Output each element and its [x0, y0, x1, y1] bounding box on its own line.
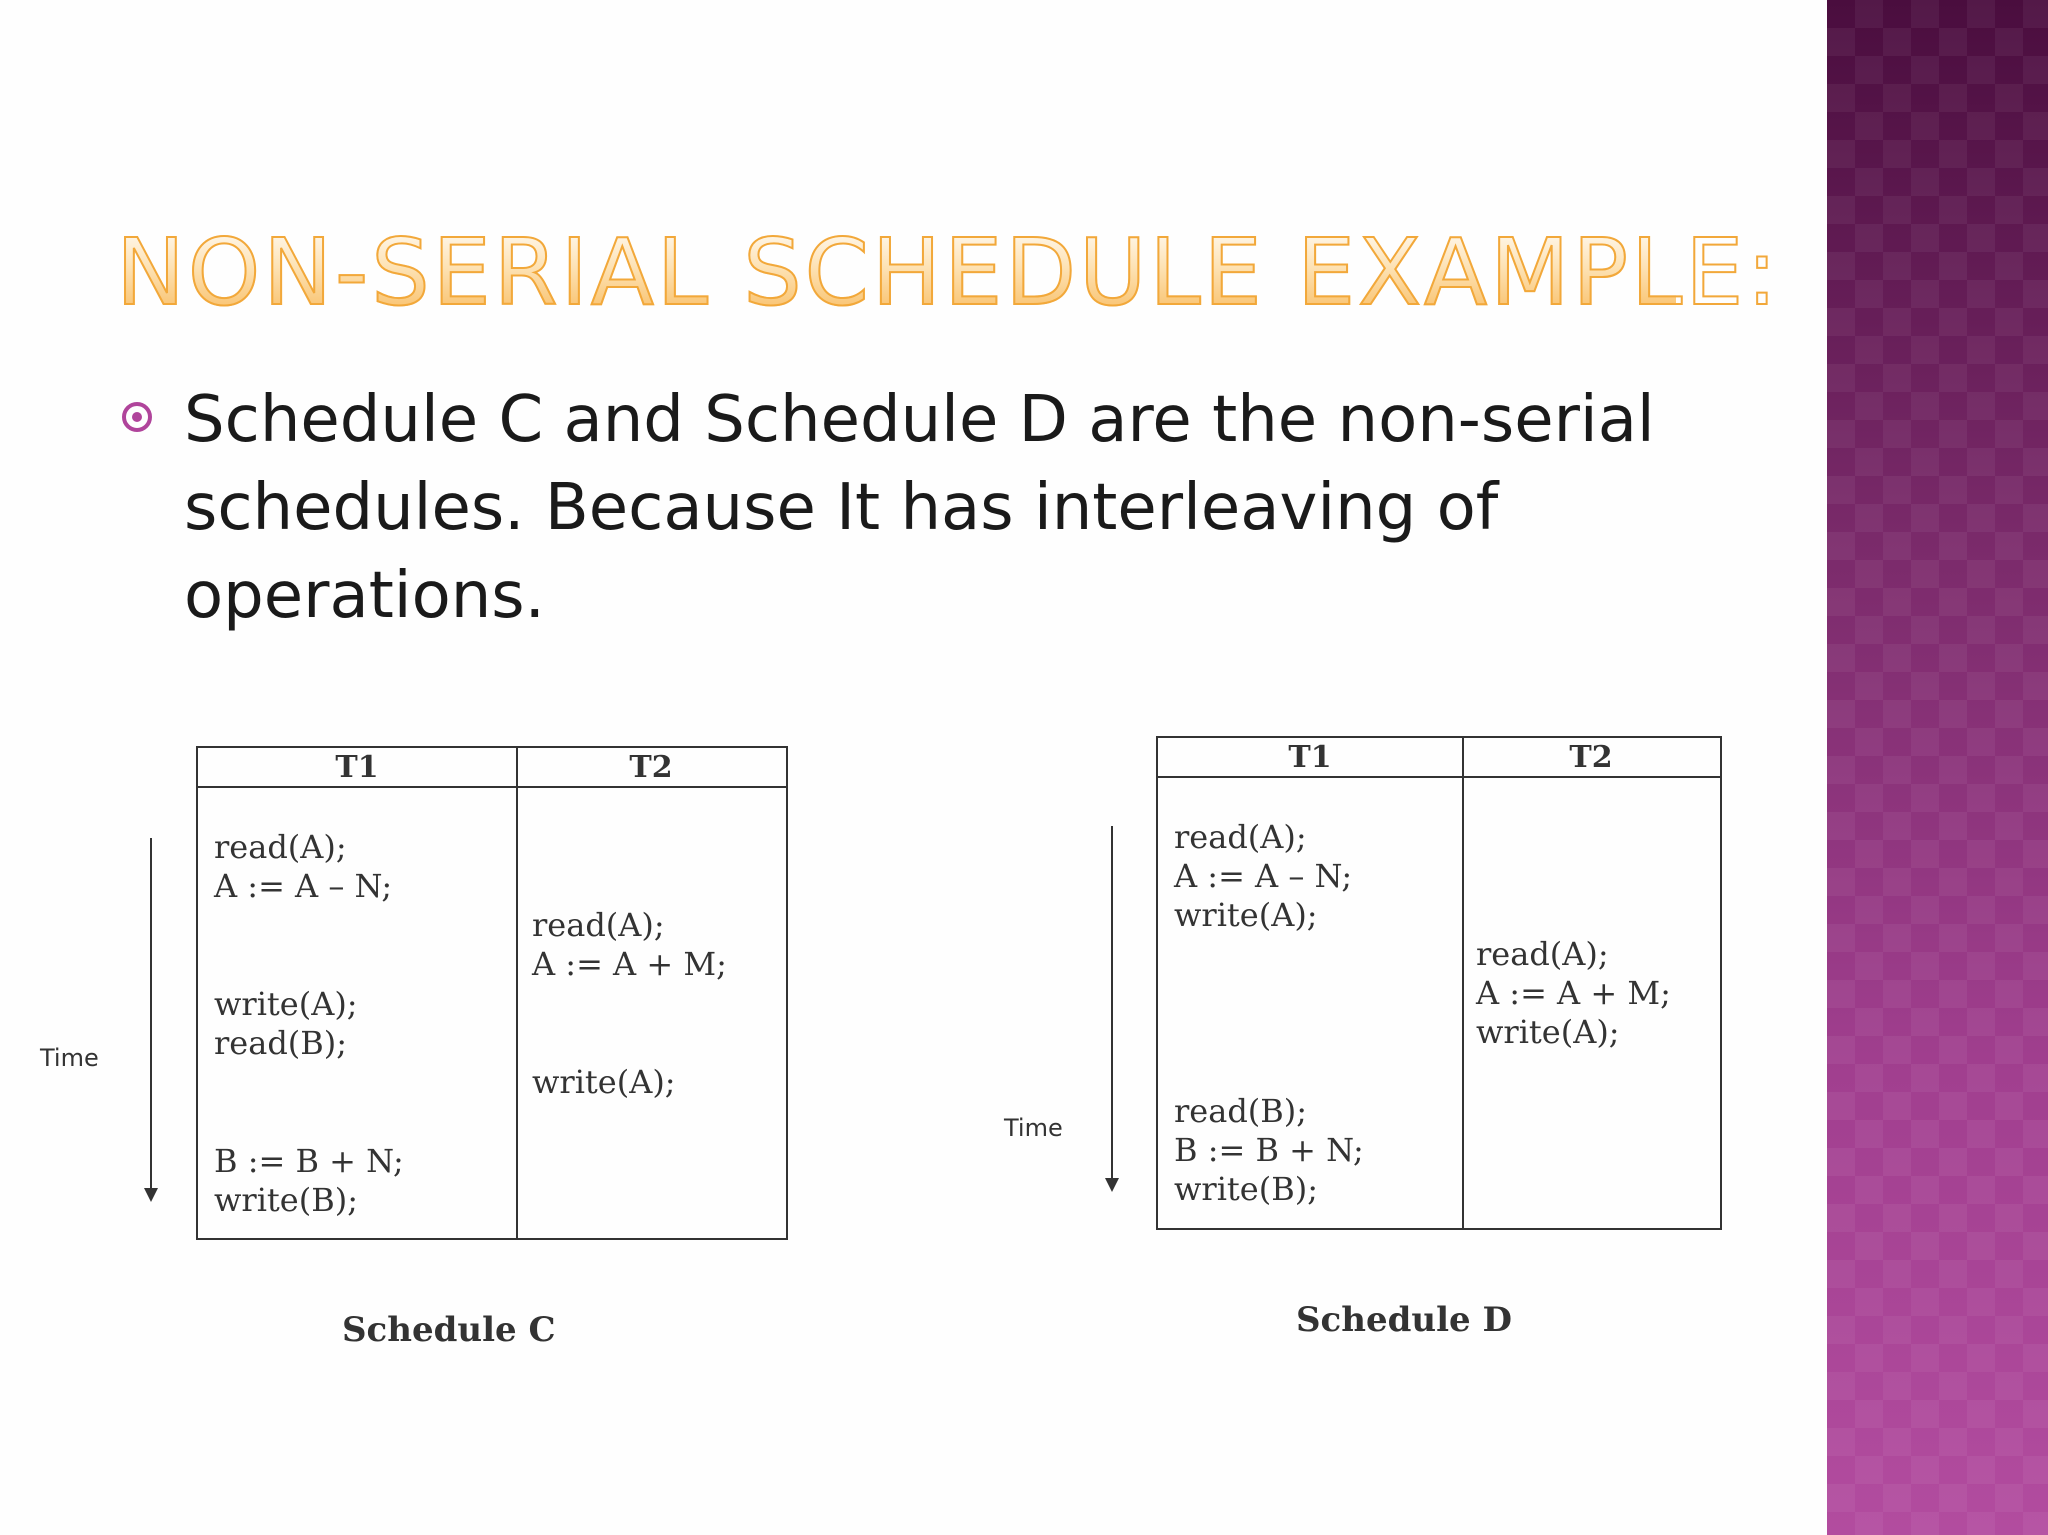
- decorative-side-band: [1827, 0, 2048, 1535]
- down-arrow-icon: [144, 1188, 158, 1202]
- diamond-pattern: [1827, 0, 2048, 1535]
- time-axis-line: [1111, 826, 1113, 1180]
- t1-operation: read(B);: [214, 1024, 348, 1062]
- t2-operation: read(A);: [1476, 935, 1609, 973]
- time-axis-label: Time: [1004, 1114, 1063, 1142]
- t1-operation: A := A – N;: [1174, 857, 1353, 895]
- bullet-text: Schedule C and Schedule D are the non-serial schedules. Because It has interleaving of operations.: [184, 383, 1655, 633]
- t1-operation: B := B + N;: [1174, 1131, 1364, 1169]
- down-arrow-icon: [1105, 1178, 1119, 1192]
- t1-operation: write(A);: [214, 985, 358, 1023]
- t1-operation: read(B);: [1174, 1092, 1308, 1130]
- slide-title: NON-SERIAL SCHEDULE EXAMPLE:: [116, 219, 1781, 326]
- t1-operation: A := A – N;: [214, 867, 393, 905]
- t2-operation: A := A + M;: [1476, 974, 1671, 1012]
- t1-operation: B := B + N;: [214, 1142, 404, 1180]
- column-header-t2: T2: [516, 748, 786, 788]
- t1-operation: read(A);: [214, 828, 347, 866]
- column-header-t2: T2: [1462, 738, 1720, 778]
- t1-operation: write(B);: [214, 1181, 358, 1219]
- t1-operation: write(B);: [1174, 1170, 1318, 1208]
- t1-operation: read(A);: [1174, 818, 1307, 856]
- schedule-d-table: [1156, 736, 1722, 1230]
- column-divider: [516, 748, 518, 1238]
- schedule-c-table: [196, 746, 788, 1240]
- t2-operation: write(A);: [1476, 1013, 1620, 1051]
- column-header-t1: T1: [198, 748, 516, 788]
- t2-operation: write(A);: [532, 1063, 676, 1101]
- schedule-d-caption: Schedule D: [1296, 1300, 1512, 1340]
- schedule-c-caption: Schedule C: [342, 1310, 556, 1350]
- time-axis-label: Time: [40, 1044, 99, 1072]
- target-bullet-icon: [122, 402, 152, 432]
- t2-operation: read(A);: [532, 906, 665, 944]
- time-axis-line: [150, 838, 152, 1190]
- column-divider: [1462, 738, 1464, 1228]
- column-header-t1: T1: [1158, 738, 1462, 778]
- t2-operation: A := A + M;: [532, 945, 727, 983]
- t1-operation: write(A);: [1174, 896, 1318, 934]
